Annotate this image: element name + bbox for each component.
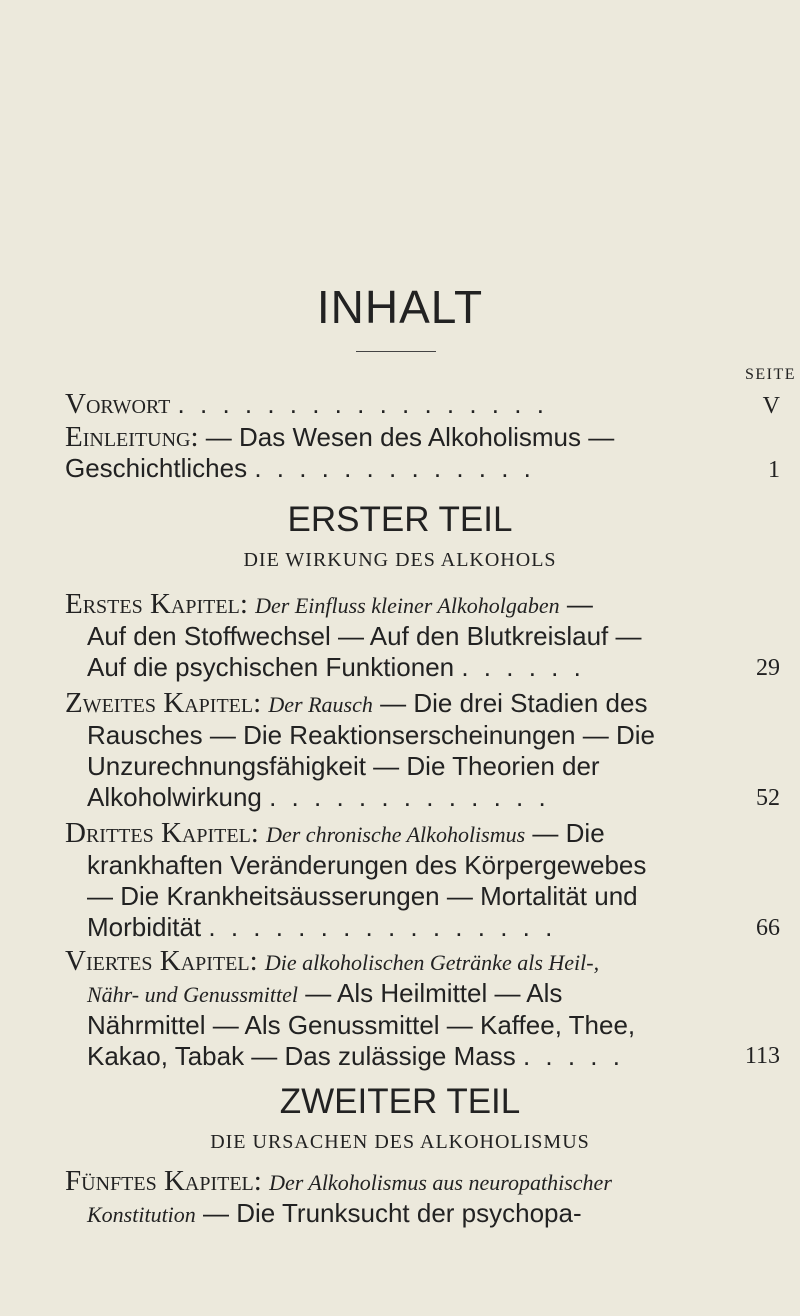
chapter-title: Der chronische Alkoholismus (266, 822, 526, 847)
entry-text: Kakao, Tabak — Das zulässige Mass (87, 1041, 516, 1071)
chapter-title: Die alkoholischen Getränke als Heil-, (264, 950, 600, 975)
chapter-heading: Fünftes Kapitel (65, 1165, 254, 1197)
entry-text: Auf die psychischen Funktionen (87, 652, 455, 682)
entry-heading: Einleitung (65, 421, 191, 453)
entry-text: Alkoholwirkung (87, 782, 262, 812)
chapter-heading: Viertes Kapitel (65, 945, 250, 977)
leader-dots: . . . . . . (461, 652, 585, 682)
page-column-label: SEITE (744, 366, 796, 383)
entry-text: Morbidität (87, 912, 202, 942)
entry-text: — Die Krankheitsäusserungen — Mortalität und (87, 881, 638, 911)
entry-text: Auf den Stoffwechsel — Auf den Blutkreislauf — (87, 621, 642, 651)
chapter-title-cont: Nähr- und Genussmittel (87, 982, 298, 1007)
chapter-heading: Erstes Kapitel (65, 588, 240, 620)
part-subtitle: DIE WIRKUNG DES ALKOHOLS (243, 549, 557, 571)
chapter-title-cont: Konstitution (87, 1202, 196, 1227)
page-number: V (762, 393, 780, 419)
toc-entry-chapter-5: Fünftes Kapitel: Der Alkoholismus aus neuropathischer Konstitution — Die Trunksucht der psychopa- (65, 1165, 612, 1228)
entry-text: Geschichtliches (65, 453, 248, 483)
entry-text: Unzurechnungsfähigkeit — Die Theorien der (87, 751, 600, 781)
leader-dots: . . . . . . . . . . . . . . . . (208, 912, 557, 942)
leader-dots: . . . . . . . . . . . . . (254, 453, 535, 483)
leader-dots: . . . . . (522, 1041, 624, 1071)
page-number: 1 (768, 457, 780, 483)
toc-entry-chapter-3: Drittes Kapitel: Der chronische Alkoholismus — Die krankhaften Veränderungen des Körpergewebes — Die Krankheitsäusserungen — Mortalität und Morbidität . . . . . . . . . . . . . . . . 66 (65, 818, 800, 943)
chapter-title: Der Rausch (268, 692, 373, 717)
page-number: 52 (756, 785, 780, 811)
chapter-heading: Zweites Kapitel (65, 687, 254, 719)
leader-dots: . . . . . . . . . . . . . . . . . (177, 389, 548, 419)
entry-text: — Das Wesen des Alkoholismus — (198, 422, 615, 452)
chapter-title: Der Alkoholismus aus neuropathischer (269, 1170, 612, 1195)
page-number: 29 (756, 655, 780, 681)
part-subtitle: DIE URSACHEN DES ALKOHOLISMUS (210, 1131, 590, 1153)
toc-entry-chapter-2: Zweites Kapitel: Der Rausch — Die drei Stadien des Rausches — Die Reaktionserscheinungen — Die Unzurechnungsfähigkeit — Die Theorien der Alkoholwirkung . . . . . . . . . . . . . 52 (65, 688, 800, 813)
part-title: ZWEITER TEIL (279, 1082, 521, 1121)
entry-text: Nährmittel — Als Genussmittel — Kaffee, Thee, (87, 1010, 636, 1040)
page-number: 113 (744, 1043, 780, 1069)
page-number: 66 (756, 915, 780, 941)
toc-entry-chapter-4: Viertes Kapitel: Die alkoholischen Getränke als Heil-, Nähr- und Genussmittel — Als Heilmittel — Als Nährmittel — Als Genussmittel — Kaffee, Thee, Kakao, Tabak — Das zulässige Mass . . . . . 113 (65, 946, 800, 1072)
entry-text: krankhaften Veränderungen des Körpergewebes (87, 850, 647, 880)
leader-dots: . . . . . . . . . . . . . (269, 782, 550, 812)
part-title: ERSTER TEIL (287, 500, 513, 539)
toc-entry-chapter-1: Erstes Kapitel: Der Einfluss kleiner Alkoholgaben — Auf den Stoffwechsel — Auf den Blutkreislauf — Auf die psychischen Funktionen . . . . . . 29 (65, 589, 800, 683)
page-title: INHALT (316, 281, 484, 333)
title-rule (356, 351, 436, 352)
toc-entry-einleitung: Einleitung: — Das Wesen des Alkoholismus — Geschichtliches . . . . . . . . . . . . . 1 (65, 422, 800, 484)
toc-entry-vorwort (65, 389, 800, 420)
entry-heading: Vorwort (65, 388, 171, 420)
entry-text: Rausches — Die Reaktionserscheinungen — Die (87, 720, 655, 750)
chapter-heading: Drittes Kapitel (65, 817, 251, 849)
chapter-title: Der Einfluss kleiner Alkoholgaben (255, 593, 560, 618)
